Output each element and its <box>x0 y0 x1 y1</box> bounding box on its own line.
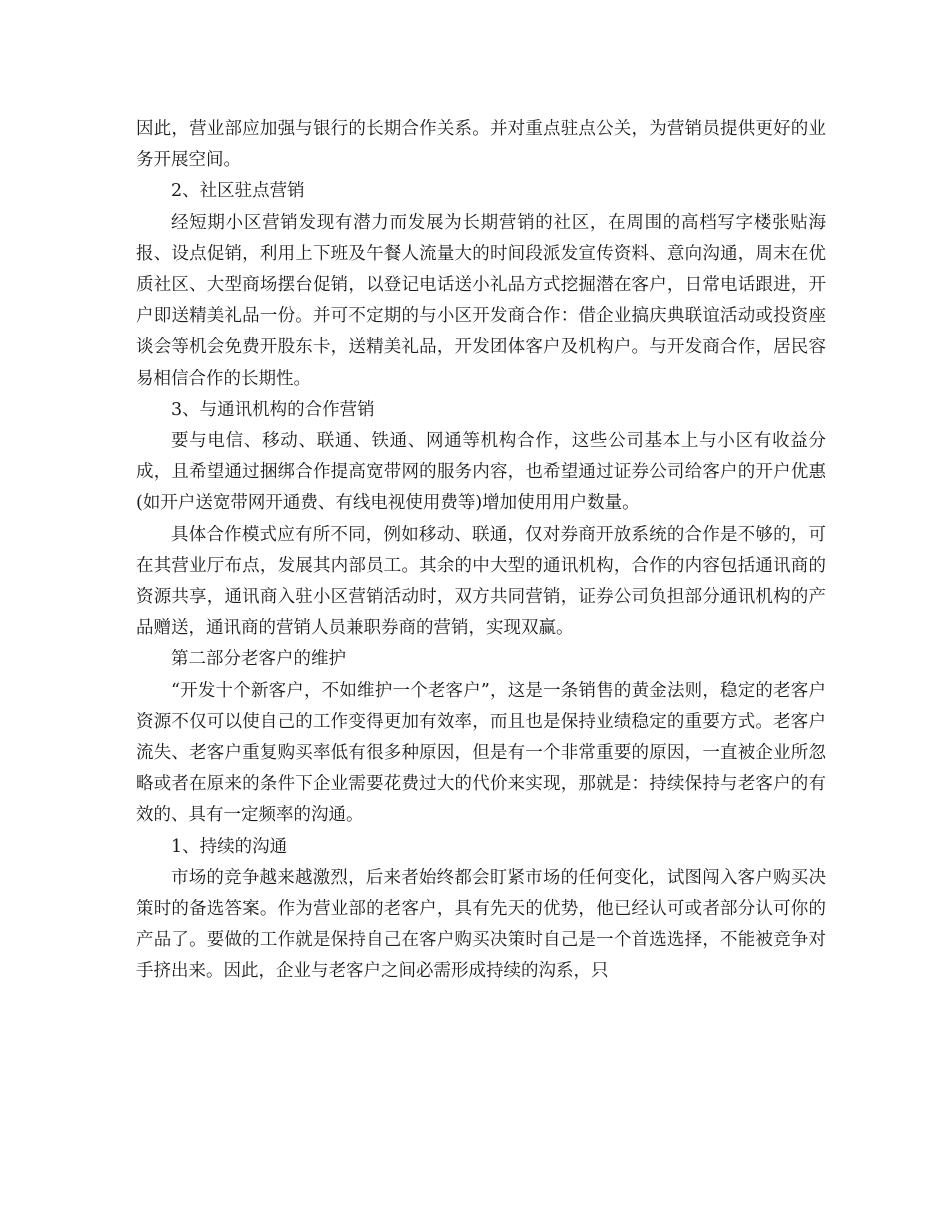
section-heading: 1、持续的沟通 <box>171 836 288 857</box>
paragraph: 市场的竞争越来越激烈，后来者始终都会盯紧市场的任何变化，试图闯入客户购买决策时的备选答案。作为营业部的老客户，具有先天的优势，他已经认可或者部分认可你的产品了。要做的工作就是保持自己在客户购买决策时自己是一个首选选择，不能被竞争对手挤出来。因此，企业与老客户之间必需形成持续的沟系，只 <box>136 867 826 982</box>
paragraph: 具体合作模式应有所不同，例如移动、联通，仅对券商开放系统的合作是不够的，可在其营业厅布点，发展其内部员工。其余的中大型的通讯机构，合作的内容包括通讯商的资源共享，通讯商入驻小区营销活动时，双方共同营销，证券公司负担部分通讯机构的产品赠送，通讯商的营销人员兼职券商的营销，实现双赢。 <box>136 524 826 639</box>
paragraph: 要与电信、移动、联通、铁通、网通等机构合作，这些公司基本上与小区有收益分成，且希望通过捆绑合作提高宽带网的服务内容，也希望通过证券公司给客户的开户优惠(如开户送宽带网开通费、有线电视使用费等)增加使用用户数量。 <box>136 431 826 514</box>
document-body <box>136 114 826 988</box>
paragraph: 经短期小区营销发现有潜力而发展为长期营销的社区，在周围的高档写字楼张贴海报、设点促销，利用上下班及午餐人流量大的时间段派发宣传资料、意向沟通，周末在优质社区、大型商场摆台促销，以登记电话送小礼品方式挖掘潜在客户，日常电话跟进，开户即送精美礼品一份。并可不定期的与小区开发商合作：借企业搞庆典联谊活动或投资座谈会等机会免费开股东卡，送精美礼品，开发团体客户及机构户。与开发商合作，居民容易相信合作的长期性。 <box>136 212 826 389</box>
part-heading: 第二部分老客户的维护 <box>171 649 346 670</box>
section-heading: 3、与通讯机构的合作营销 <box>171 399 375 420</box>
paragraph: “开发十个新客户，不如维护一个老客户”，这是一条销售的黄金法则，稳定的老客户资源不仅可以使自己的工作变得更加有效率，而且也是保持业绩稳定的重要方式。老客户流失、老客户重复购买率低有很多种原因，但是有一个非常重要的原因，一直被企业所忽略或者在原来的条件下企业需要花费过大的代价来实现，那就是：持续保持与老客户的有效的、具有一定频率的沟通。 <box>136 680 826 826</box>
paragraph: 因此，营业部应加强与银行的长期合作关系。并对重点驻点公关，为营销员提供更好的业务开展空间。 <box>136 119 826 171</box>
section-heading: 2、社区驻点营销 <box>171 181 305 202</box>
